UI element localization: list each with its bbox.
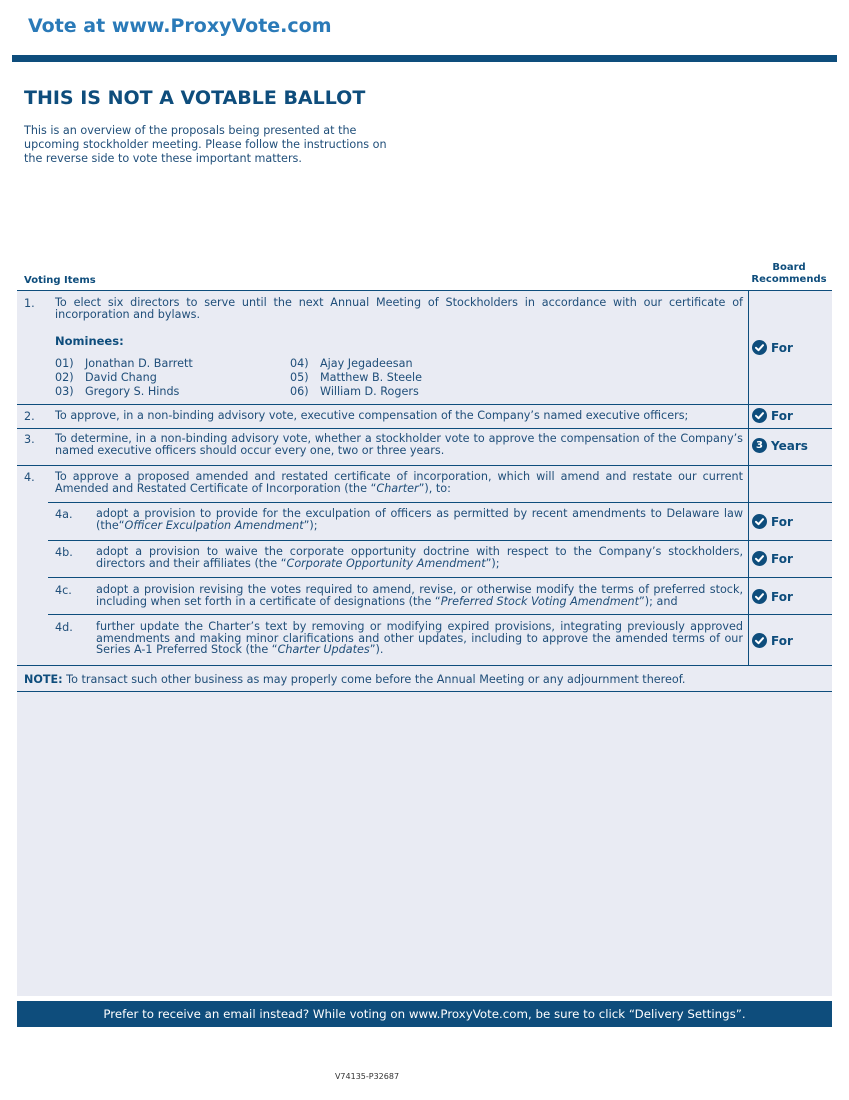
nominee-number: 04) <box>290 357 309 370</box>
check-circle-icon <box>752 340 767 355</box>
item-4a-text: adopt a provision to provide for the exculpation of officers as permitted by recent amendments to Delaware law (the“Officer Exculpation Amendment”); <box>96 507 743 532</box>
table-rule <box>17 428 832 429</box>
table-rule <box>17 290 832 291</box>
item-4-text: To approve a proposed amended and restated certificate of incorporation, which will amend and restate our current Amended and Restated Certificate of Incorporation (the “Charter”), to: <box>55 470 743 495</box>
table-rule <box>17 665 832 666</box>
intro-line: the reverse side to vote these important matters. <box>24 152 302 165</box>
nominee-item <box>290 371 422 385</box>
board-heading-line: Recommends <box>751 274 827 285</box>
nominee-item <box>55 357 193 371</box>
number-three-icon: 3 <box>752 438 767 453</box>
item-4b-text: adopt a provision to waive the corporate opportunity doctrine with respect to the Company’s stockholders, directors and their affiliates (the “Corporate Opportunity Amendment”); <box>96 545 743 570</box>
document-code: V74135-P32687 <box>334 1072 400 1081</box>
nominee-item <box>55 385 179 399</box>
item-4d-text: further update the Charter’s text by removing or modifying expired provisions, integrating previously approved amendments and making minor clarifications and other updates, including to approve the amended terms of our Series A-1 Preferred Stock (the “Charter Updates”). <box>96 620 743 656</box>
intro-paragraph <box>24 124 424 166</box>
page-title: THIS IS NOT A VOTABLE BALLOT <box>24 87 366 109</box>
item-number: 4d. <box>55 621 73 634</box>
item-number: 4b. <box>55 546 73 559</box>
nominee-name: William D. Rogers <box>320 385 419 398</box>
item-1-text: To elect six directors to serve until the next Annual Meeting of Stockholders in accordance with our certificate of incorporation and bylaws. <box>55 296 743 321</box>
check-circle-icon <box>752 408 767 423</box>
nominee-item <box>290 357 413 371</box>
recommendation-label: For <box>771 551 793 566</box>
voting-items-heading: Voting Items <box>24 275 96 286</box>
table-rule <box>48 577 832 578</box>
nominee-name: Gregory S. Hinds <box>85 385 180 398</box>
recommendation-for <box>752 514 793 529</box>
header-divider <box>12 55 837 62</box>
item-3-text: To determine, in a non-binding advisory vote, whether a stockholder vote to approve the compensation of the Company’s named executive officers should occur every one, two or three years. <box>55 432 743 457</box>
check-circle-icon <box>752 551 767 566</box>
recommendation-label: For <box>771 633 793 648</box>
nominee-name: Matthew B. Steele <box>320 371 422 384</box>
intro-line: This is an overview of the proposals being presented at the <box>24 124 357 137</box>
nominee-name: Ajay Jegadeesan <box>320 357 413 370</box>
item-number: 4. <box>24 471 35 484</box>
table-rule <box>17 465 832 466</box>
item-2-text: To approve, in a non-binding advisory vote, executive compensation of the Company’s named executive officers; <box>55 409 689 422</box>
note-label: NOTE: <box>24 673 63 686</box>
nominees-label: Nominees: <box>55 334 124 348</box>
recommendation-for <box>752 408 793 423</box>
recommendation-three-years <box>752 438 808 453</box>
item-number: 3. <box>24 433 35 446</box>
column-divider <box>748 290 749 665</box>
board-heading-line: Board <box>772 262 806 273</box>
nominee-number: 03) <box>55 385 74 398</box>
intro-line: upcoming stockholder meeting. Please follow the instructions on <box>24 138 387 151</box>
nominee-number: 01) <box>55 357 74 370</box>
vote-website-header: Vote at www.ProxyVote.com <box>28 15 332 37</box>
email-delivery-banner: Prefer to receive an email instead? While voting on www.ProxyVote.com, be sure to click “Delivery Settings”. <box>17 1001 832 1027</box>
nominee-name: David Chang <box>85 371 157 384</box>
nominee-item <box>290 385 419 399</box>
note-text: To transact such other business as may properly come before the Annual Meeting or any adjournment thereof. <box>62 673 686 686</box>
item-number: 4a. <box>55 508 73 521</box>
recommendation-label: For <box>771 514 793 529</box>
recommendation-label: Years <box>771 438 808 453</box>
table-rule <box>48 502 832 503</box>
recommendation-for <box>752 551 793 566</box>
nominee-item <box>55 371 157 385</box>
check-circle-icon <box>752 514 767 529</box>
item-4c-text: adopt a provision revising the votes required to amend, revise, or otherwise modify the terms of preferred stock, including when set forth in a certificate of designations (the “Preferred Stock Voting Amendment”); and <box>96 583 743 608</box>
recommendation-label: For <box>771 340 793 355</box>
check-circle-icon <box>752 589 767 604</box>
nominee-number: 02) <box>55 371 74 384</box>
recommendation-label: For <box>771 408 793 423</box>
nominee-name: Jonathan D. Barrett <box>85 357 193 370</box>
recommendation-for <box>752 633 793 648</box>
item-number: 4c. <box>55 584 72 597</box>
board-recommends-heading <box>748 262 830 286</box>
nominee-number: 06) <box>290 385 309 398</box>
nominee-number: 05) <box>290 371 309 384</box>
table-rule <box>17 404 832 405</box>
recommendation-for <box>752 589 793 604</box>
table-rule <box>48 614 832 615</box>
table-rule <box>48 540 832 541</box>
recommendation-label: For <box>771 589 793 604</box>
check-circle-icon <box>752 633 767 648</box>
note-row <box>24 673 685 686</box>
table-rule <box>17 691 832 692</box>
recommendation-for <box>752 340 793 355</box>
item-number: 1. <box>24 297 35 310</box>
item-number: 2. <box>24 410 35 423</box>
